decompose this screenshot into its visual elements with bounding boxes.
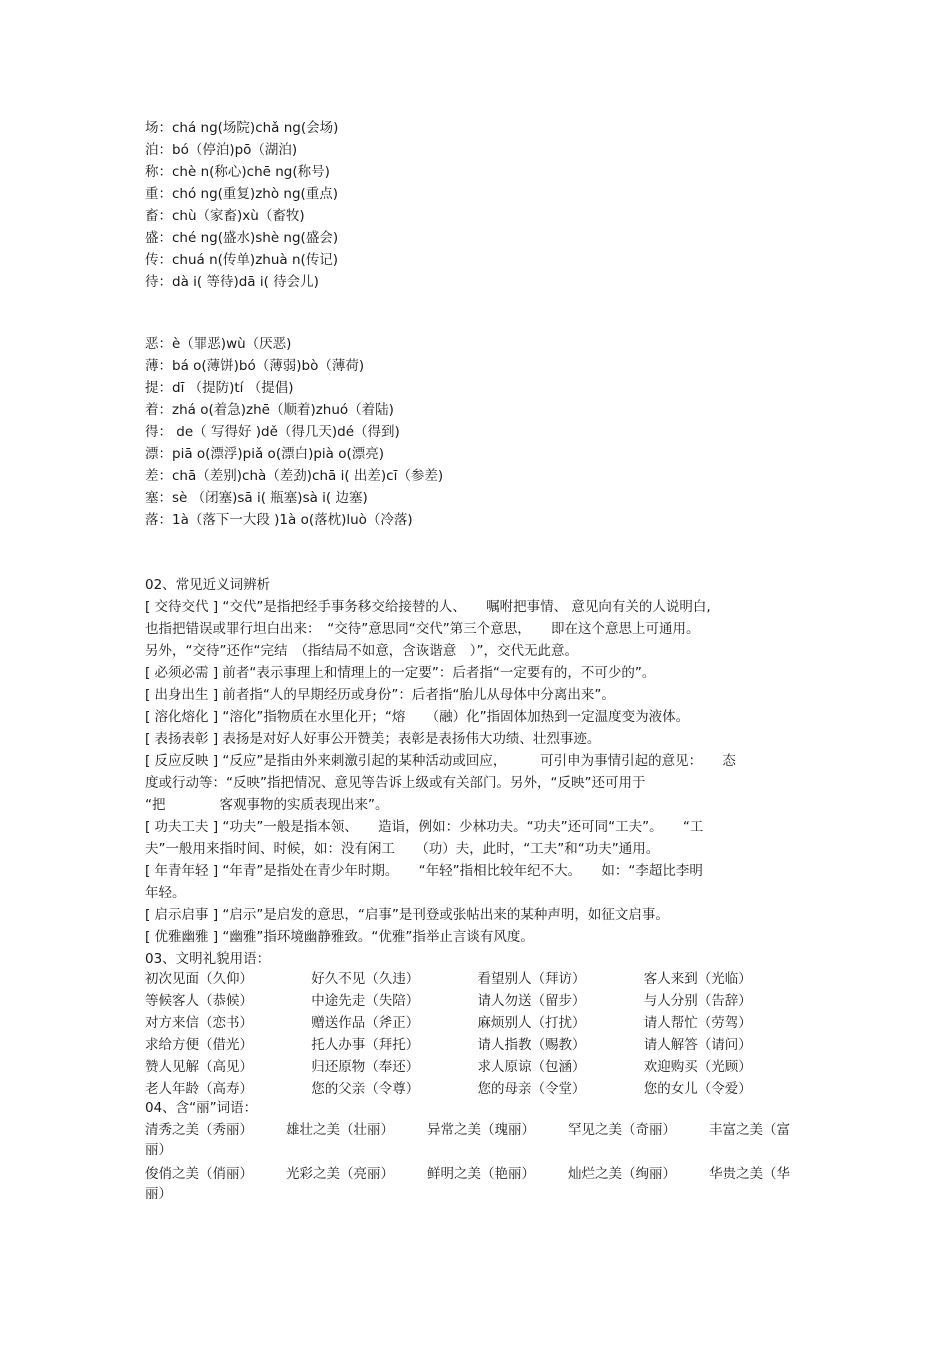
courtesy-row [145,966,810,988]
paragraph-line: [ 交待交代 ] “交代”是指把经手事务移交给接替的人、 嘱咐把事情、 意见向有关的人说明白, [145,599,711,615]
courtesy-term: 您的女儿（令爱） [643,1081,752,1097]
courtesy-term: 请人勿送（留步） [477,993,586,1009]
courtesy-term: 与人分别（告辞） [643,993,752,1009]
li-words-row [145,1161,810,1183]
pinyin-line: 薄：bá o(薄饼)bó（薄弱)bò（薄荷) [145,358,365,374]
paragraph-line: [ 优雅幽雅 ] “幽雅”指环境幽静雅致。“优雅”指举止言谈有风度。 [145,929,534,945]
paragraph-line: [ 必须必需 ] 前者“表示事理上和情理上的一定要”：后者指“一定要有的，不可少的”。 [145,665,656,681]
section-title: 02、常见近义词辨析 [145,577,271,593]
section-title: 03、文明礼貌用语： [145,951,271,967]
courtesy-term: 客人来到（光临） [643,971,752,987]
pinyin-line: 差：chā（差别)chà（差劲)chā i( 出差)cī（参差) [145,468,444,484]
paragraph-line: 度或行动等：“反映”指把情况、意见等告诉上级或有关部门。另外，“反映”还可用于 [145,775,646,791]
courtesy-row [145,1010,810,1032]
paragraph-line: [ 反应反映 ] “反应”是指由外来刺激引起的某种活动或回应， 可引申为事情引起的意见： 态 [145,753,736,769]
paragraph-line: 也指把错误或罪行坦白出来： “交待”意思同“交代”第三个意思， 即在这个意思上可通用。 [145,621,700,637]
paragraph-line: 另外，“交待”还作“完结 （指结局不如意，含诙谐意 ）”，交代无此意。 [145,643,578,659]
paragraph-line: 夫”一般用来指时间、时候，如：没有闲工 （功）夫，此时，“工夫”和“功夫”通用。 [145,841,660,857]
li-word: 雄壮之美（壮丽） [286,1122,394,1138]
paragraph-line: “把 客观事物的实质表现出来”。 [145,797,389,813]
courtesy-grid [145,966,810,1098]
courtesy-term: 欢迎购买（光顾） [643,1059,752,1075]
li-word: 丰富之美（富 [709,1122,790,1138]
pinyin-line: 畜：chù（家畜)xù（畜牧) [145,208,305,224]
courtesy-term: 求给方便（借光） [145,1037,253,1053]
pinyin-line: 着：zhá o(着急)zhē（顺着)zhuó（着陆) [145,402,394,418]
paragraph-line: [ 年青年轻 ] “年青”是指处在青少年时期。 “年轻”指相比较年纪不大。 如：“李超比李明 [145,863,703,879]
paragraph-line: 年轻。 [145,885,186,901]
pinyin-line: 传：chuá n(传单)zhuà n(传记) [145,252,339,268]
pinyin-line: 得： de（ 写得好 )dě（得几天)dé（得到) [145,424,400,440]
courtesy-term: 好久不见（久违） [311,971,420,987]
pinyin-line: 塞：sè （闭塞)sā i( 瓶塞)sà i( 边塞) [145,490,368,506]
pinyin-line: 漂：piā o(漂浮)piǎ o(漂白)pià o(漂亮) [145,446,385,462]
li-word: 光彩之美（亮丽） [286,1166,394,1182]
li-word: 异常之美（瑰丽） [427,1122,535,1138]
li-word: 俊俏之美（俏丽） [145,1166,253,1182]
courtesy-row [145,1032,810,1054]
courtesy-term: 对方来信（恋书） [145,1015,253,1031]
li-word-wrap: 丽） [145,1186,172,1202]
pinyin-line: 落：1à（落下一大段 )1à o(落枕)luò（冷落) [145,512,413,528]
pinyin-line: 提：dī （提防)tí （提倡) [145,380,294,396]
courtesy-row [145,988,810,1010]
courtesy-term: 等候客人（恭候） [145,993,253,1009]
paragraph-line: [ 启示启事 ] “启示”是启发的意思，“启事”是刊登或张帖出来的某种声明，如征文启事。 [145,907,669,923]
courtesy-term: 初次见面（久仰） [145,971,253,987]
section-title: 04、含“丽”词语： [145,1100,258,1116]
courtesy-term: 看望别人（拜访） [477,971,586,987]
pinyin-line: 待：dà i( 等待)dā i( 待会儿) [145,274,319,290]
courtesy-term: 求人原谅（包涵） [477,1059,586,1075]
li-word: 鲜明之美（艳丽） [427,1166,535,1182]
pinyin-line: 场：chá ng(场院)chǎ ng(会场) [145,120,339,136]
courtesy-term: 托人办事（拜托） [311,1037,420,1053]
li-words-grid-row2 [145,1161,810,1183]
courtesy-term: 请人帮忙（劳驾） [643,1015,752,1031]
courtesy-row [145,1076,810,1098]
li-word-wrap: 丽） [145,1142,172,1158]
courtesy-term: 中途先走（失陪） [311,993,420,1009]
pinyin-line: 称：chè n(称心)chē ng(称号) [145,164,330,180]
courtesy-term: 您的母亲（令堂） [477,1081,586,1097]
pinyin-line: 重：chó ng(重复)zhò ng(重点) [145,186,339,202]
pinyin-line: 泊：bó（停泊)pō（湖泊) [145,142,298,158]
courtesy-term: 请人指教（赐教） [477,1037,586,1053]
courtesy-term: 请人解答（请问） [643,1037,752,1053]
li-words-grid-row1 [145,1117,810,1139]
paragraph-line: [ 出身出生 ] 前者指“人的早期经历或身份”：后者指“胎儿从母体中分离出来”。 [145,687,615,703]
courtesy-term: 麻烦别人（打扰） [477,1015,586,1031]
li-word: 华贵之美（华 [709,1166,790,1182]
li-word: 清秀之美（秀丽） [145,1122,253,1138]
courtesy-term: 归还原物（奉还） [311,1059,420,1075]
pinyin-line: 恶：è（罪恶)wù（厌恶) [145,336,292,352]
courtesy-term: 老人年龄（高寿） [145,1081,253,1097]
courtesy-term: 赠送作品（斧正） [311,1015,420,1031]
courtesy-term: 赞人见解（高见） [145,1059,253,1075]
paragraph-line: [ 溶化熔化 ] “溶化”指物质在水里化开；“熔 （融）化”指固体加热到一定温度变为液体。 [145,709,690,725]
li-word: 罕见之美（奇丽） [568,1122,676,1138]
pinyin-line: 盛：ché ng(盛水)shè ng(盛会) [145,230,339,246]
courtesy-row [145,1054,810,1076]
li-word: 灿烂之美（绚丽） [568,1166,676,1182]
paragraph-line: [ 功夫工夫 ] “功夫”一般是指本领、 造诣，例如：少林功夫。“功夫”还可同“工夫”。 “工 [145,819,704,835]
paragraph-line: [ 表扬表彰 ] 表扬是对好人好事公开赞美；表彰是表扬伟大功绩、壮烈事迹。 [145,731,601,747]
courtesy-term: 您的父亲（令尊） [311,1081,420,1097]
li-words-row [145,1117,810,1139]
